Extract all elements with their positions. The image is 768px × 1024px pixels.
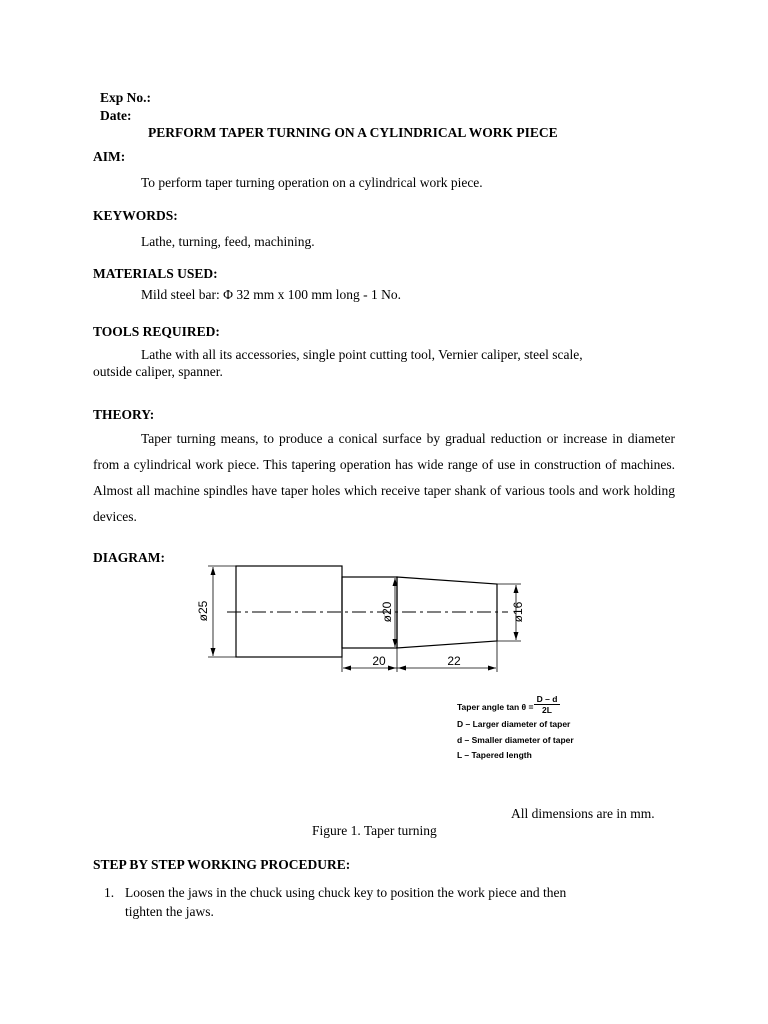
units-note: All dimensions are in mm. [511,806,655,821]
dim-label-len-2: 22 [447,654,461,668]
formula-numerator: D – d [534,694,560,705]
legend-length: L – Tapered length [457,750,532,760]
theory-heading: THEORY: [93,407,155,422]
exp-no-label: Exp No.: [100,90,152,105]
dim-label-d-small: ø16 [511,601,525,623]
date-label: Date: [100,108,132,123]
legend-d-small: d – Smaller diameter of taper [457,735,574,745]
tools-text-line1: Lathe with all its accessories, single point cutting tool, Vernier caliper, steel scale, [141,347,583,362]
aim-heading: AIM: [93,149,126,164]
theory-text: Taper turning means, to produce a conical surface by gradual reduction or increase in diameter from a cylindrical work piece. This tapering operation has wide range of use in construction of machines. Almost all machine spindles have taper holes which receive taper shank of various tools and work holding devices. [93,431,675,524]
step-number: 1. [104,885,115,900]
taper-formula-fraction [534,694,560,715]
dim-label-len-1: 20 [372,654,386,668]
keywords-text: Lathe, turning, feed, machining. [141,234,315,249]
dim-label-d-large: ø25 [196,600,210,622]
taper-formula-label: Taper angle tan θ = [457,702,534,712]
step-text-line1: Loosen the jaws in the chuck using chuck key to position the work piece and then [125,885,567,900]
tools-text-line2: outside caliper, spanner. [93,364,223,379]
tapered-section [397,577,497,648]
procedure-heading: STEP BY STEP WORKING PROCEDURE: [93,857,351,872]
formula-denominator: 2L [542,705,552,715]
figure-caption: Figure 1. Taper turning [312,823,437,838]
keywords-heading: KEYWORDS: [93,208,178,223]
legend-d-large: D – Larger diameter of taper [457,719,571,729]
aim-text: To perform taper turning operation on a cylindrical work piece. [141,175,483,190]
taper-turning-drawing [195,555,540,680]
theory-paragraph [93,426,675,530]
page-title: PERFORM TAPER TURNING ON A CYLINDRICAL WORK PIECE [148,125,558,140]
dim-label-d-mid: ø20 [380,601,394,623]
materials-text: Mild steel bar: Φ 32 mm x 100 mm long - 1 No. [141,287,401,302]
step-text-line2: tighten the jaws. [125,904,214,919]
diagram-heading: DIAGRAM: [93,550,165,565]
materials-heading: MATERIALS USED: [93,266,218,281]
tools-heading: TOOLS REQUIRED: [93,324,220,339]
large-diameter-section [236,566,342,657]
